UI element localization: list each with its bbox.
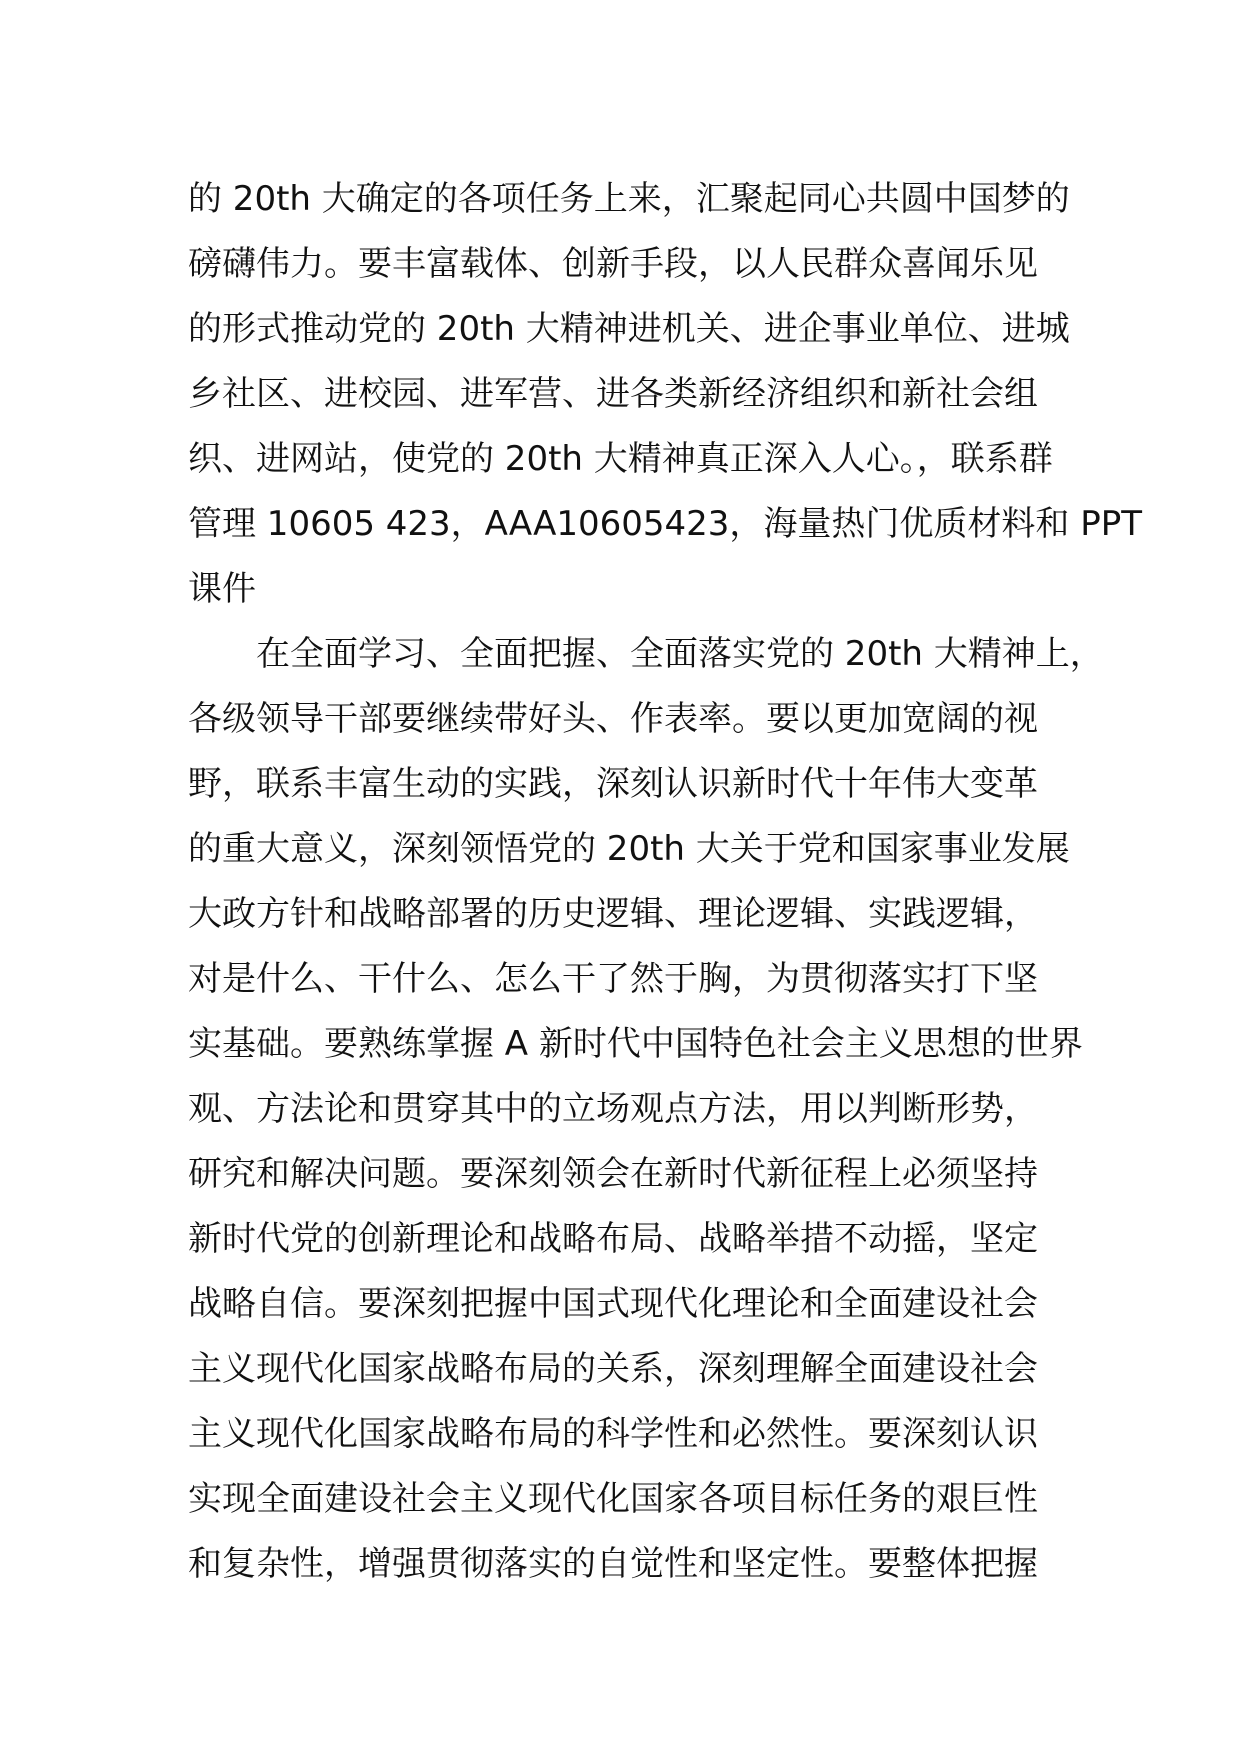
text-line: 实基础。要熟练掌握 A 新时代中国特色社会主义思想的世界 <box>188 1024 1083 1064</box>
body-text <box>188 167 1142 1597</box>
text-line: 的形式推动党的 20th 大精神进机关、进企事业单位、进城 <box>188 309 1070 349</box>
text-line: 野，联系丰富生动的实践，深刻认识新时代十年伟大变革 <box>188 764 1038 804</box>
text-line: 大政方针和战略部署的历史逻辑、理论逻辑、实践逻辑， <box>188 894 1038 934</box>
text-line: 实现全面建设社会主义现代化国家各项目标任务的艰巨性 <box>188 1479 1038 1519</box>
text-line: 新时代党的创新理论和战略布局、战略举措不动摇，坚定 <box>188 1219 1038 1259</box>
text-line: 对是什么、干什么、怎么干了然于胸，为贯彻落实打下坚 <box>188 959 1038 999</box>
text-line: 主义现代化国家战略布局的关系，深刻理解全面建设社会 <box>188 1349 1038 1389</box>
text-line: 和复杂性，增强贯彻落实的自觉性和坚定性。要整体把握 <box>188 1544 1038 1584</box>
text-line: 管理 10605 423，AAA10605423，海量热门优质材料和 PPT <box>188 504 1142 544</box>
text-line: 课件 <box>188 569 256 609</box>
text-line: 磅礴伟力。要丰富载体、创新手段，以人民群众喜闻乐见 <box>188 244 1038 284</box>
text-line: 观、方法论和贯穿其中的立场观点方法，用以判断形势， <box>188 1089 1038 1129</box>
text-line: 研究和解决问题。要深刻领会在新时代新征程上必须坚持 <box>188 1154 1038 1194</box>
paragraph-first-line: 在全面学习、全面把握、全面落实党的 20th 大精神上， <box>256 634 1104 674</box>
text-line: 的重大意义，深刻领悟党的 20th 大关于党和国家事业发展 <box>188 829 1070 869</box>
text-line: 主义现代化国家战略布局的科学性和必然性。要深刻认识 <box>188 1414 1038 1454</box>
text-line: 乡社区、进校园、进军营、进各类新经济组织和新社会组 <box>188 374 1038 414</box>
text-line: 织、进网站，使党的 20th 大精神真正深入人心。，联系群 <box>188 439 1053 479</box>
text-line: 战略自信。要深刻把握中国式现代化理论和全面建设社会 <box>188 1284 1038 1324</box>
text-line: 各级领导干部要继续带好头、作表率。要以更加宽阔的视 <box>188 699 1038 739</box>
text-line: 的 20th 大确定的各项任务上来，汇聚起同心共圆中国梦的 <box>188 179 1070 219</box>
